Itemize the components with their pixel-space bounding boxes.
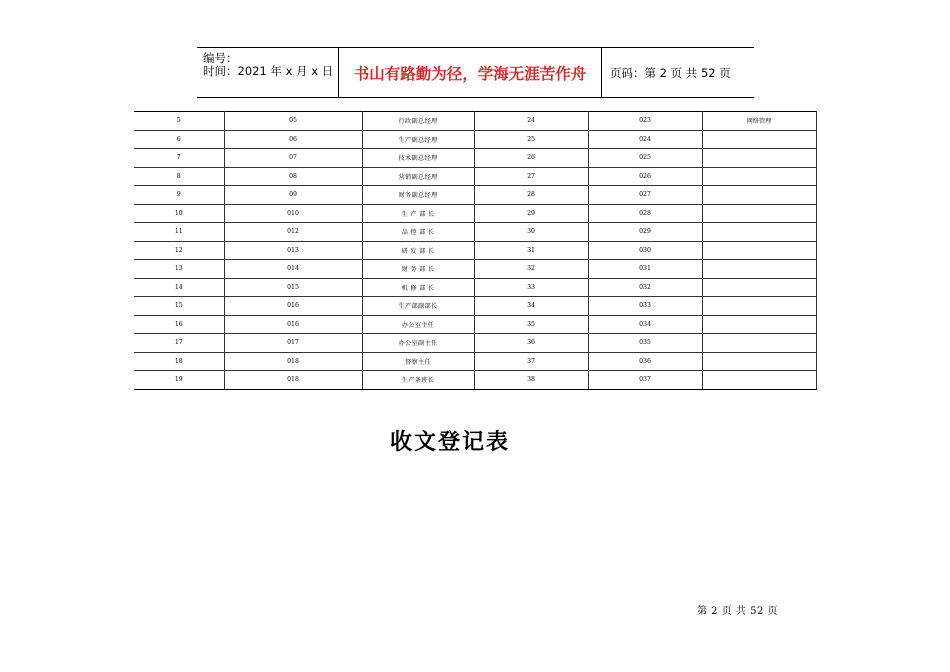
- table-cell: 生产条班长: [362, 371, 474, 390]
- table-cell: [702, 186, 816, 205]
- table-cell: 014: [224, 260, 362, 279]
- table-row: [134, 186, 816, 205]
- table-cell: 024: [588, 130, 702, 149]
- table-cell: 037: [588, 371, 702, 390]
- table-cell: 028: [588, 204, 702, 223]
- table-cell: [702, 204, 816, 223]
- table-cell: 38: [474, 371, 588, 390]
- table-cell: 5: [134, 112, 224, 131]
- table-cell: 32: [474, 260, 588, 279]
- table-cell: 015: [224, 278, 362, 297]
- table-cell: 036: [588, 352, 702, 371]
- table-cell: 17: [134, 334, 224, 353]
- table-cell: 9: [134, 186, 224, 205]
- table-row: [134, 297, 816, 316]
- table-row: [134, 112, 816, 131]
- table-row: [134, 334, 816, 353]
- table-cell: 办公室副主任: [362, 334, 474, 353]
- table-cell: 25: [474, 130, 588, 149]
- document-time-label: 时间：2021 年 x 月 x 日: [203, 64, 334, 78]
- table-cell: 016: [224, 297, 362, 316]
- table-cell: 012: [224, 223, 362, 242]
- table-cell: 技术副总经理: [362, 149, 474, 168]
- table-cell: 035: [588, 334, 702, 353]
- table-cell: [702, 297, 816, 316]
- table-row: [134, 352, 816, 371]
- document-title: 收文登记表: [389, 429, 510, 455]
- table-cell: 督察主任: [362, 352, 474, 371]
- table-cell: 13: [134, 260, 224, 279]
- table-cell: 033: [588, 297, 702, 316]
- table-cell: 11: [134, 223, 224, 242]
- header-motto: 书山有路勤为径，学海无涯苦作舟: [338, 48, 602, 97]
- table-cell: 034: [588, 315, 702, 334]
- table-cell: 027: [588, 186, 702, 205]
- table-cell: 33: [474, 278, 588, 297]
- table-cell: [702, 278, 816, 297]
- document-header: [197, 47, 754, 98]
- table-cell: 31: [474, 241, 588, 260]
- table-row: [134, 204, 816, 223]
- table-cell: 网络管理: [702, 112, 816, 131]
- table-cell: 29: [474, 204, 588, 223]
- table-cell: 16: [134, 315, 224, 334]
- table-cell: [702, 371, 816, 390]
- table-cell: 031: [588, 260, 702, 279]
- table-cell: 10: [134, 204, 224, 223]
- table-cell: 18: [134, 352, 224, 371]
- table-cell: 013: [224, 241, 362, 260]
- table-cell: [702, 223, 816, 242]
- table-cell: 09: [224, 186, 362, 205]
- table-cell: 6: [134, 130, 224, 149]
- table-cell: 032: [588, 278, 702, 297]
- page-footer: 第 2 页 共 52 页: [697, 606, 778, 617]
- table-cell: 026: [588, 167, 702, 186]
- table-cell: 34: [474, 297, 588, 316]
- table-cell: 023: [588, 112, 702, 131]
- table-row: [134, 260, 816, 279]
- table-cell: 研 发 部 长: [362, 241, 474, 260]
- table-cell: 26: [474, 149, 588, 168]
- table-cell: 28: [474, 186, 588, 205]
- table-cell: 018: [224, 371, 362, 390]
- table-cell: 14: [134, 278, 224, 297]
- table-cell: 27: [474, 167, 588, 186]
- table-cell: 行政副总经理: [362, 112, 474, 131]
- table-cell: 24: [474, 112, 588, 131]
- table-cell: 05: [224, 112, 362, 131]
- table-cell: 08: [224, 167, 362, 186]
- table-row: [134, 315, 816, 334]
- table-row: [134, 167, 816, 186]
- table-cell: 07: [224, 149, 362, 168]
- table-cell: 017: [224, 334, 362, 353]
- table-cell: 018: [224, 352, 362, 371]
- table-cell: [702, 315, 816, 334]
- table-cell: [702, 130, 816, 149]
- table-row: [134, 278, 816, 297]
- table-cell: 7: [134, 149, 224, 168]
- table-cell: 37: [474, 352, 588, 371]
- table-row: [134, 149, 816, 168]
- table-cell: 025: [588, 149, 702, 168]
- header-meta: [197, 48, 338, 97]
- table-cell: 36: [474, 334, 588, 353]
- table-cell: [702, 260, 816, 279]
- table-cell: 016: [224, 315, 362, 334]
- table-cell: 010: [224, 204, 362, 223]
- table-cell: 生产部副部长: [362, 297, 474, 316]
- table-cell: [702, 334, 816, 353]
- table-cell: 生 产 部 长: [362, 204, 474, 223]
- table-cell: 19: [134, 371, 224, 390]
- table-cell: 06: [224, 130, 362, 149]
- document-number-label: 编号：: [203, 51, 238, 65]
- table-cell: [702, 167, 816, 186]
- table-cell: 030: [588, 241, 702, 260]
- table-cell: 财务副总经理: [362, 186, 474, 205]
- header-page-code: 页码：第 2 页 共 52 页: [610, 65, 731, 80]
- table-row: [134, 130, 816, 149]
- table-cell: 生产副总经理: [362, 130, 474, 149]
- table-cell: 35: [474, 315, 588, 334]
- table-cell: 30: [474, 223, 588, 242]
- table-cell: 营销副总经理: [362, 167, 474, 186]
- table-row: [134, 241, 816, 260]
- table-cell: [702, 241, 816, 260]
- table-cell: 机 修 部 长: [362, 278, 474, 297]
- registration-table: [134, 111, 817, 390]
- table-row: [134, 223, 816, 242]
- table-cell: [702, 149, 816, 168]
- table-cell: [702, 352, 816, 371]
- table-cell: 15: [134, 297, 224, 316]
- table-cell: 办公室主任: [362, 315, 474, 334]
- table-cell: 品 控 部 长: [362, 223, 474, 242]
- table-row: [134, 371, 816, 390]
- table-cell: 12: [134, 241, 224, 260]
- table-cell: 8: [134, 167, 224, 186]
- table-cell: 财 务 部 长: [362, 260, 474, 279]
- table-cell: 029: [588, 223, 702, 242]
